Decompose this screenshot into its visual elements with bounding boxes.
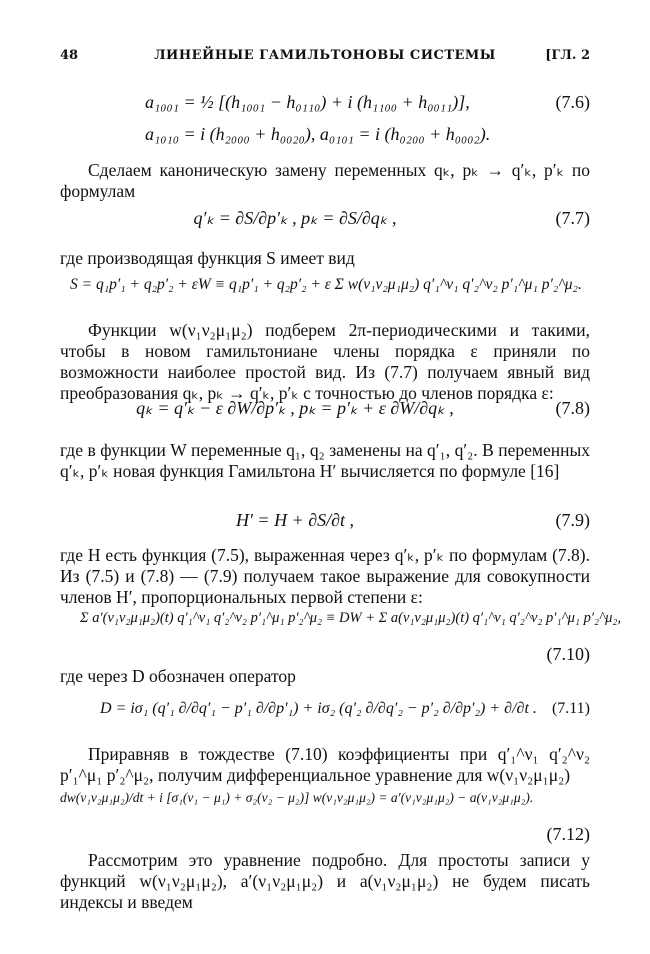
- paragraph: Сделаем каноническую замену переменных qₖ, pₖ → q′ₖ, p′ₖ по формулам: [60, 160, 590, 201]
- paragraph: где в функции W переменные q₁, q₂ заменены на q′₁, q′₂. В переменных q′ₖ, p′ₖ новая функция Гамильтона H′ вычисляется по формуле [16]: [60, 440, 590, 481]
- paragraph: где производящая функция S имеет вид: [60, 248, 355, 268]
- equation-7-12: [60, 790, 590, 818]
- equation-7-11: [60, 700, 590, 726]
- equation-number: (7.10): [546, 644, 590, 664]
- equation-body: Σ a′(ν₁ν₂μ₁μ₂)(t) q′₁^ν₁ q′₂^ν₂ p′₁^μ₁ p′₂^μ₂ ≡ DW + Σ a(ν₁ν₂μ₁μ₂)(t) q′₁^ν₁ q′₂^ν₂ p′₁^μ₁ p′₂^μ₂,: [80, 610, 622, 626]
- equation-body: a₁₀₀₁ = ½ [(h₁₀₀₁ − h₀₁₁₀) + i (h₁₁₀₀ + h₀₀₁₁)],: [145, 92, 470, 112]
- paragraph: Рассмотрим это уравнение подробно. Для простоты записи у функций w(ν₁ν₂μ₁μ₂), a′(ν₁ν₂μ₁μ₂) и a(ν₁ν₂μ₁μ₂) не будем писать индексы и введем: [60, 850, 590, 912]
- equation-body: qₖ = q′ₖ − ε ∂W/∂p′ₖ , pₖ = p′ₖ + ε ∂W/∂qₖ ,: [136, 398, 454, 418]
- equation-body: H′ = H + ∂S/∂t ,: [235, 510, 355, 530]
- equation-7-10-number-line: [60, 644, 590, 668]
- equation-number: (7.12): [546, 824, 590, 844]
- paragraph: где через D обозначен оператор: [60, 666, 296, 686]
- equation-number: (7.7): [555, 208, 590, 228]
- equation-body: S = q₁p′₁ + q₂p′₂ + εW ≡ q₁p′₁ + q₂p′₂ + ε Σ w(ν₁ν₂μ₁μ₂) q′₁^ν₁ q′₂^ν₂ p′₁^μ₁ p′₂^μ₂.: [70, 276, 582, 293]
- equation-body: q′ₖ = ∂S/∂p′ₖ , pₖ = ∂S/∂qₖ ,: [193, 208, 397, 228]
- equation-7-8: [60, 398, 590, 424]
- equation-body: dw(ν₁ν₂μ₁μ₂)/dt + i [σ₁(ν₁ − μ₁) + σ₂(ν₂ − μ₂)] w(ν₁ν₂μ₁μ₂) = a′(ν₁ν₂μ₁μ₂) − a(ν₁ν₂μ₁μ₂).: [60, 790, 534, 805]
- chapter-label: [ГЛ. 2: [545, 48, 590, 63]
- equation-7-6-line2: [60, 124, 590, 148]
- equation-number: (7.9): [555, 510, 590, 530]
- equation-7-12-number-line: [60, 824, 590, 848]
- equation-7-10: [60, 610, 622, 640]
- paragraph: Приравняв в тождестве (7.10) коэффициенты при q′₁^ν₁ q′₂^ν₂ p′₁^μ₁ p′₂^μ₂, получим дифференциальное уравнение для w(ν₁ν₂μ₁μ₂): [60, 744, 590, 785]
- paragraph: Функции w(ν₁ν₂μ₁μ₂) подберем 2π-периодическими и такими, чтобы в новом гамильтониане члены порядка ε приняли по возможности наиболее простой вид. Из (7.7) получаем явный вид преобразования qₖ, pₖ → q′ₖ, p′ₖ с точностью до членов порядка ε:: [60, 320, 590, 403]
- equation-number: (7.8): [555, 398, 590, 418]
- paragraph: где H есть функция (7.5), выраженная через q′ₖ, p′ₖ по формулам (7.8). Из (7.5) и (7.8) — (7.9) получаем такое выражение для совокупности членов H′, пропорциональных первой степени ε:: [60, 545, 590, 607]
- equation-7-9: [60, 510, 590, 536]
- equation-7-7: [60, 208, 590, 234]
- page-number: 48: [60, 48, 79, 63]
- running-title: ЛИНЕЙНЫЕ ГАМИЛЬТОНОВЫ СИСТЕМЫ: [154, 48, 496, 63]
- equation-number: (7.6): [555, 92, 590, 112]
- equation-7-6-line1: [60, 92, 590, 118]
- equation-generating-function: [60, 276, 590, 306]
- equation-body: a₁₀₁₀ = i (h₂₀₀₀ + h₀₀₂₀), a₀₁₀₁ = i (h₀₂₀₀ + h₀₀₀₂).: [145, 124, 491, 144]
- running-header: [60, 48, 590, 70]
- equation-number: (7.11): [551, 700, 590, 717]
- equation-body: D = iσ₁ (q′₁ ∂/∂q′₁ − p′₁ ∂/∂p′₁) + iσ₂ (q′₂ ∂/∂q′₂ − p′₂ ∂/∂p′₂) + ∂/∂t .: [100, 700, 537, 717]
